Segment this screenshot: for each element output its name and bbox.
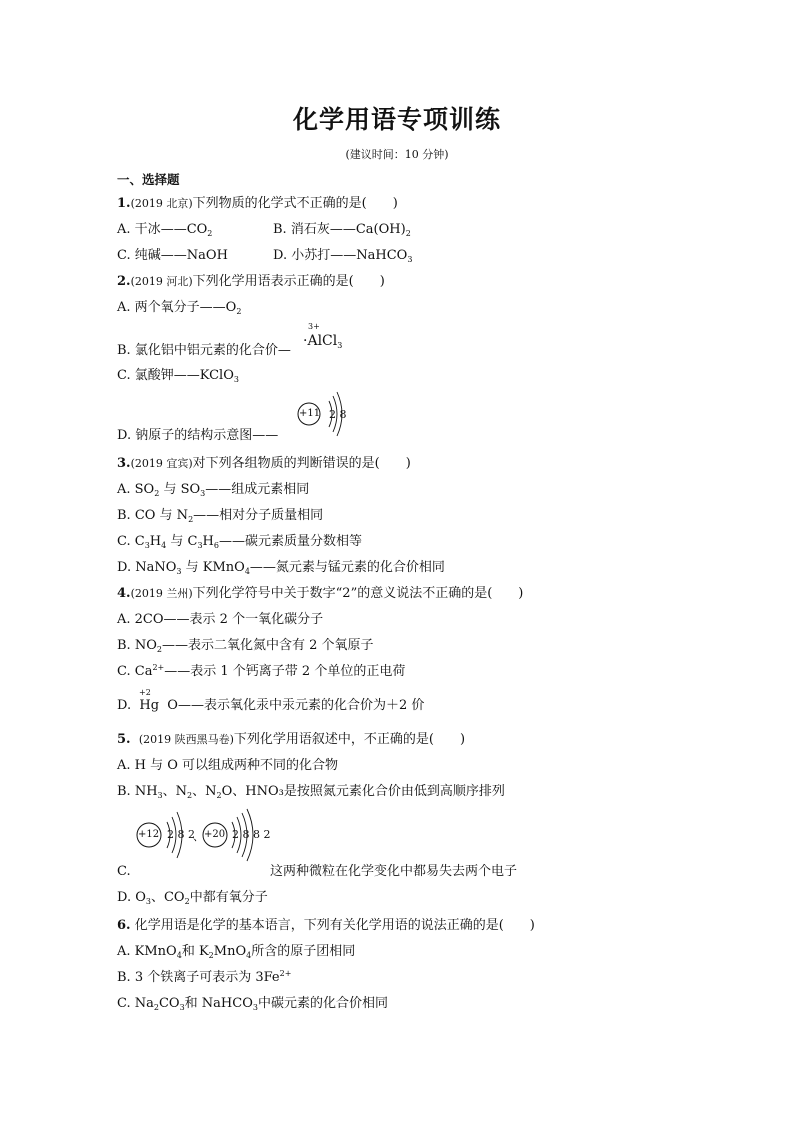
question-2-option-c: C. 氯酸钾——KClO$_3$ — [117, 368, 239, 384]
question-5-stem: 5. (2019 陕西黑马卷)下列化学用语叙述中，不正确的是( ) — [117, 732, 466, 747]
question-1-option-a: A. 干冰$——CO_2$ — [117, 222, 213, 238]
question-1-option-d: D. 小苏打——NaHCO$_3$ — [273, 248, 413, 264]
page-title: 化学用语专项训练 — [292, 105, 501, 134]
question-2-stem: 2.(2019 河北)下列化学用语表示正确的是( ) — [117, 274, 385, 289]
question-text: 下列物质的化学式不正确的是( ) — [192, 196, 398, 211]
question-5-option-c: 这两种微粒在化学变化中都易失去两个电子 — [270, 864, 518, 879]
question-5-option-c-label: C. — [117, 864, 131, 879]
question-source: (2019 北京) — [130, 197, 193, 210]
mg-ca-atom-diagrams: +12 2 8 2 、 +20 2 8 8 2 — [132, 808, 282, 864]
question-4-option-a: A. 2CO——表示 2 个一氧化碳分子 — [117, 612, 324, 627]
page-subtitle: (建议时间：10 分钟) — [345, 148, 449, 161]
question-5-option-d: D. $O_3$、$CO_2$中都有氧分子 — [117, 890, 268, 906]
question-6-option-a: A. KMnO$_4$和 $K_2MnO_4$所含的原子团相同 — [117, 944, 356, 960]
question-5-option-b: B. $NH_3$、$N_2$、$N_2O$、HNO₃是按照氮元素化合价由低到高顺序排列 — [117, 784, 505, 800]
section-heading: 一、选择题 — [117, 172, 180, 187]
question-4-option-c: C. $Ca^{2+}——$表示 1 个钙离子带 2 个单位的正电荷 — [117, 663, 406, 679]
question-3-stem: 3.(2019 宜宾)对下列各组物质的判断错误的是( ) — [117, 456, 411, 471]
question-3-option-d: D. NaNO$_3$ 与 KMnO$_4$——氮元素与锰元素的化合价相同 — [117, 560, 445, 576]
question-1-option-b: B. 消石灰$——Ca(OH)_2$ — [273, 222, 411, 238]
sodium-atom-diagram: +11 2 8 — [296, 390, 356, 440]
question-4-option-b: B. $NO_2——$表示二氧化氮中含有 2 个氧原子 — [117, 638, 374, 654]
question-2-option-b: B. 氯化铝中铝元素的化合价— — [117, 343, 291, 358]
question-3-option-b: B. CO 与 $N_2——$相对分子质量相同 — [117, 508, 324, 524]
question-2-option-d: D. 钠原子的结构示意图—— — [117, 428, 279, 443]
question-3-option-a: A. $SO_2$ 与 $SO_3——$组成元素相同 — [117, 482, 310, 498]
question-4-option-d: D. Hg O——表示氧化汞中汞元素的化合价为＋2 价 — [117, 698, 425, 713]
question-2-option-a: A. 两个氧分子$——O_2$ — [117, 300, 242, 316]
question-6-option-b: B. 3 个铁离子可表示为 $3Fe^{2+}$ — [117, 969, 292, 985]
question-6-stem: 6. 化学用语是化学的基本语言，下列有关化学用语的说法正确的是( ) — [117, 918, 535, 933]
question-6-option-c: C. $Na_2CO_3$和 NaHCO$_3$中碳元素的化合价相同 — [117, 996, 388, 1012]
question-1-stem — [117, 196, 398, 212]
question-1-option-c: C. 纯碱——NaOH — [117, 248, 228, 263]
question-3-option-c: C. $C_3H_4$ 与 $C_3H_6——$碳元素质量分数相等 — [117, 534, 362, 550]
question-4-stem: 4.(2019 兰州)下列化学符号中关于数字“2”的意义说法不正确的是( ) — [117, 586, 524, 601]
valence-mark: 3+ — [308, 322, 320, 331]
question-number: 1. — [117, 196, 131, 211]
formula-alcl3: ·AlCl$_3$ — [303, 333, 343, 350]
question-5-option-a: A. H 与 O 可以组成两种不同的化合物 — [117, 758, 339, 773]
valence-mark: +2 — [139, 688, 151, 697]
